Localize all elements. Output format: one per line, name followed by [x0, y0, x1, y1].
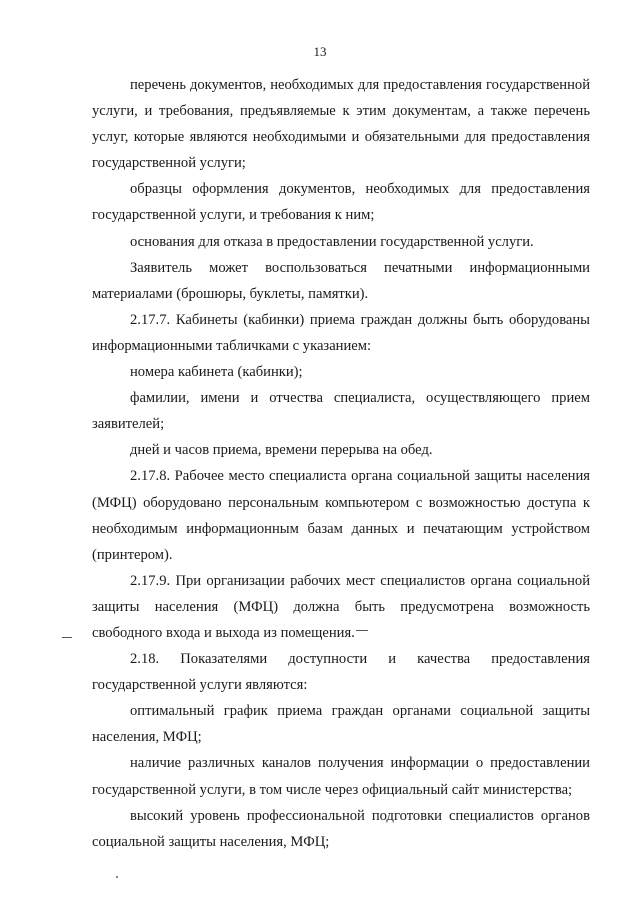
paragraph-room-number: номера кабинета (кабинки); — [130, 364, 303, 381]
paragraph-refusal-grounds: основания для отказа в предоставлении государственной услуги. — [130, 233, 534, 250]
paragraph-2-18: 2.18. Показателями доступности и качества предоставления государственной услуги являются: — [92, 651, 590, 694]
scan-dot — [116, 876, 118, 878]
page-number: 13 — [313, 44, 327, 59]
paragraph-printed-materials: Заявитель может воспользоваться печатными информационными материалами (брошюры, буклеты, памятки). — [92, 259, 590, 302]
paragraph-reception-hours: дней и часов приема, времени перерыва на обед. — [130, 442, 433, 459]
paragraph-document-samples: образцы оформления документов, необходимых для предоставления государственной услуги, и требования к ним; — [92, 181, 590, 224]
paragraph-information-channels: наличие различных каналов получения информации о предоставлении государственной услуги, в том числе через официальный сайт министерства; — [92, 755, 590, 798]
scan-mark — [356, 630, 368, 631]
paragraph-2-17-9: 2.17.9. При организации рабочих мест специалистов органа социальной защиты населения (МФЦ) должна быть предусмотрена возможность свободного входа и выхода из помещения. — [92, 572, 590, 641]
paragraph-professional-level: высокий уровень профессиональной подготовки специалистов органов социальной защиты населения, МФЦ; — [92, 807, 590, 850]
scan-mark — [62, 637, 72, 638]
paragraph-documents-list: перечень документов, необходимых для предоставления государственной услуги, и требования, предъявляемые к этим документам, а также перечень услуг, которые являются необходимыми и обязательными для предоставления государственной услуги; — [92, 77, 590, 172]
paragraph-2-17-8: 2.17.8. Рабочее место специалиста органа социальной защиты населения (МФЦ) оборудовано персональным компьютером с возможностью доступа к необходимым информационным базам данных и печатающим устройством (принтером). — [92, 468, 590, 563]
document-body — [92, 72, 590, 855]
paragraph-specialist-name: фамилии, имени и отчества специалиста, осуществляющего прием заявителей; — [92, 390, 590, 433]
paragraph-optimal-schedule: оптимальный график приема граждан органами социальной защиты населения, МФЦ; — [92, 703, 590, 746]
paragraph-2-17-7: 2.17.7. Кабинеты (кабинки) приема граждан должны быть оборудованы информационными табличками с указанием: — [92, 311, 590, 354]
